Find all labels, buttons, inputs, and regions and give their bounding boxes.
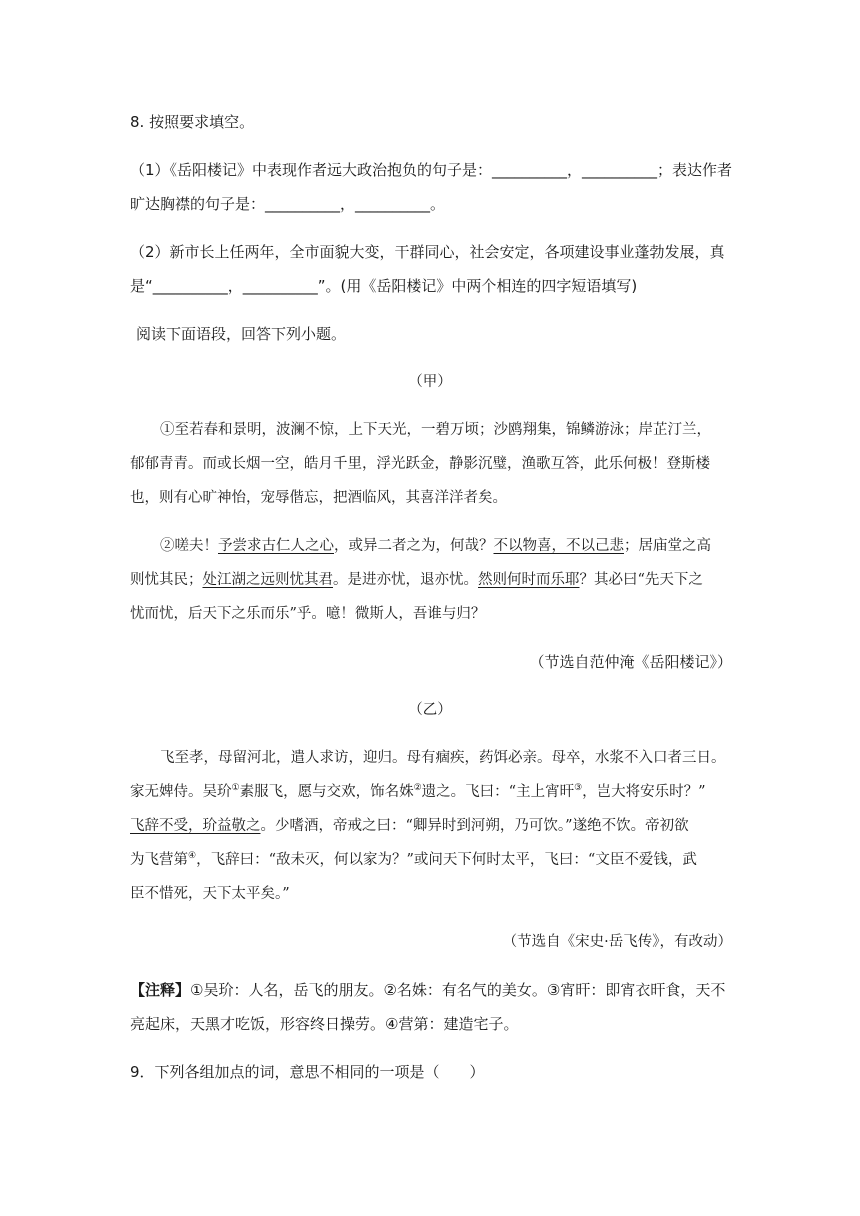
footnote-marker: ①: [231, 783, 240, 794]
text-segment: 遗之。飞曰：“主上宵旰: [421, 784, 575, 800]
text-segment: ②嗟夫！: [160, 538, 218, 554]
underlined-sentence: 不以物喜，不以己悲: [493, 538, 624, 554]
text-segment: 。少嗜酒，帝戒之曰：“卿异时到河朔，乃可饮。”遂绝不饮。帝初欲: [260, 818, 689, 834]
text-segment: 则忧其民；: [130, 572, 203, 588]
notes-line2: 亮起床，天黑才吃饭，形容终日操劳。④营第：建造宅子。: [130, 1015, 519, 1033]
underlined-sentence: 飞辞不受，玠益敬之: [130, 818, 261, 834]
q8-title: 8. 按照要求填空。: [130, 113, 255, 131]
jia-para1-line3: 也，则有心旷神怡，宠辱偕忘，把酒临风，其喜洋洋者矣。: [130, 490, 507, 506]
text-segment: ？其必曰“先天下之: [579, 572, 703, 588]
yi-line4: [130, 850, 697, 870]
underlined-sentence: 处江湖之远则忧其君: [202, 572, 333, 588]
jia-para2-line1: [160, 536, 711, 556]
yi-line5: 臣不惜死，天下太平矣。”: [130, 886, 290, 902]
jia-para2-line2: [130, 570, 703, 590]
text-segment: ，岂大将安乐时？”: [582, 784, 706, 800]
notes-line1: [130, 980, 725, 1000]
footnote-marker: ②: [413, 783, 422, 794]
yi-line3: [130, 816, 689, 836]
q8-part1-line2: 旷达胸襟的句子是：__________，__________。: [130, 195, 446, 213]
text-segment: 为飞营第: [130, 852, 188, 868]
text-segment: ，或异二者之为，何哉？: [334, 538, 494, 554]
text-segment: ；居庙堂之高: [624, 538, 711, 554]
jia-para2-line3: 忧而忧，后天下之乐而乐”乎。噫！微斯人，吾谁与归？: [130, 606, 486, 622]
passage-jia-heading: （甲）: [408, 374, 452, 390]
footnote-marker: ③: [574, 783, 583, 794]
q8-part1-line1: （1）《岳阳楼记》中表现作者远大政治抱负的句子是：__________，__________；表达作者: [130, 161, 733, 179]
yi-line2: [130, 782, 706, 802]
text-segment: 。是进亦忧，退亦忧。: [333, 572, 478, 588]
footnote-marker: ④: [188, 851, 197, 862]
notes-label: 【注释】: [130, 981, 191, 999]
q8-part2-line2: 是“__________，__________”。(用《岳阳楼记》中两个相连的四字短语填写): [130, 277, 638, 295]
reading-intro: 阅读下面语段，回答下列小题。: [136, 325, 347, 343]
jia-source: （节选自范仲淹《岳阳楼记》）: [529, 653, 732, 671]
underlined-sentence: 予尝求古仁人之心: [218, 538, 334, 554]
jia-para1-line1: ①至若春和景明，波澜不惊，上下天光，一碧万顷；沙鸥翔集，锦鳞游泳；岸芷汀兰，: [160, 422, 711, 438]
yi-source: （节选自《宋史·岳飞传》，有改动）: [502, 934, 732, 950]
text-segment: ，飞辞曰：“敌未灭，何以家为？”或问天下何时太平，飞曰：“文臣不爱钱，武: [196, 852, 697, 868]
text-segment: 素服飞，愿与交欢，饰名姝: [239, 784, 414, 800]
notes-text: ①吴玠：人名，岳飞的朋友。②名姝：有名气的美女。③宵旰：即宵衣旰食，天不: [190, 981, 726, 999]
text-segment: 家无婢侍。吴玠: [130, 784, 232, 800]
q9-title: 9．下列各组加点的词，意思不相同的一项是（ ）: [130, 1063, 485, 1081]
q8-part2-line1: （2）新市长上任两年，全市面貌大变，干群同心，社会安定，各项建设事业蓬勃发展，真: [130, 243, 725, 261]
jia-para1-line2: 郁郁青青。而或长烟一空，皓月千里，浮光跃金，静影沉璧，渔歌互答，此乐何极！登斯楼: [130, 456, 710, 472]
yi-line1: 飞至孝，母留河北，遣人求访，迎归。母有痼疾，药饵必亲。母卒，水浆不入口者三日。: [160, 750, 726, 766]
passage-yi-heading: （乙）: [408, 702, 452, 718]
underlined-sentence: 然则何时而乐耶: [478, 572, 580, 588]
